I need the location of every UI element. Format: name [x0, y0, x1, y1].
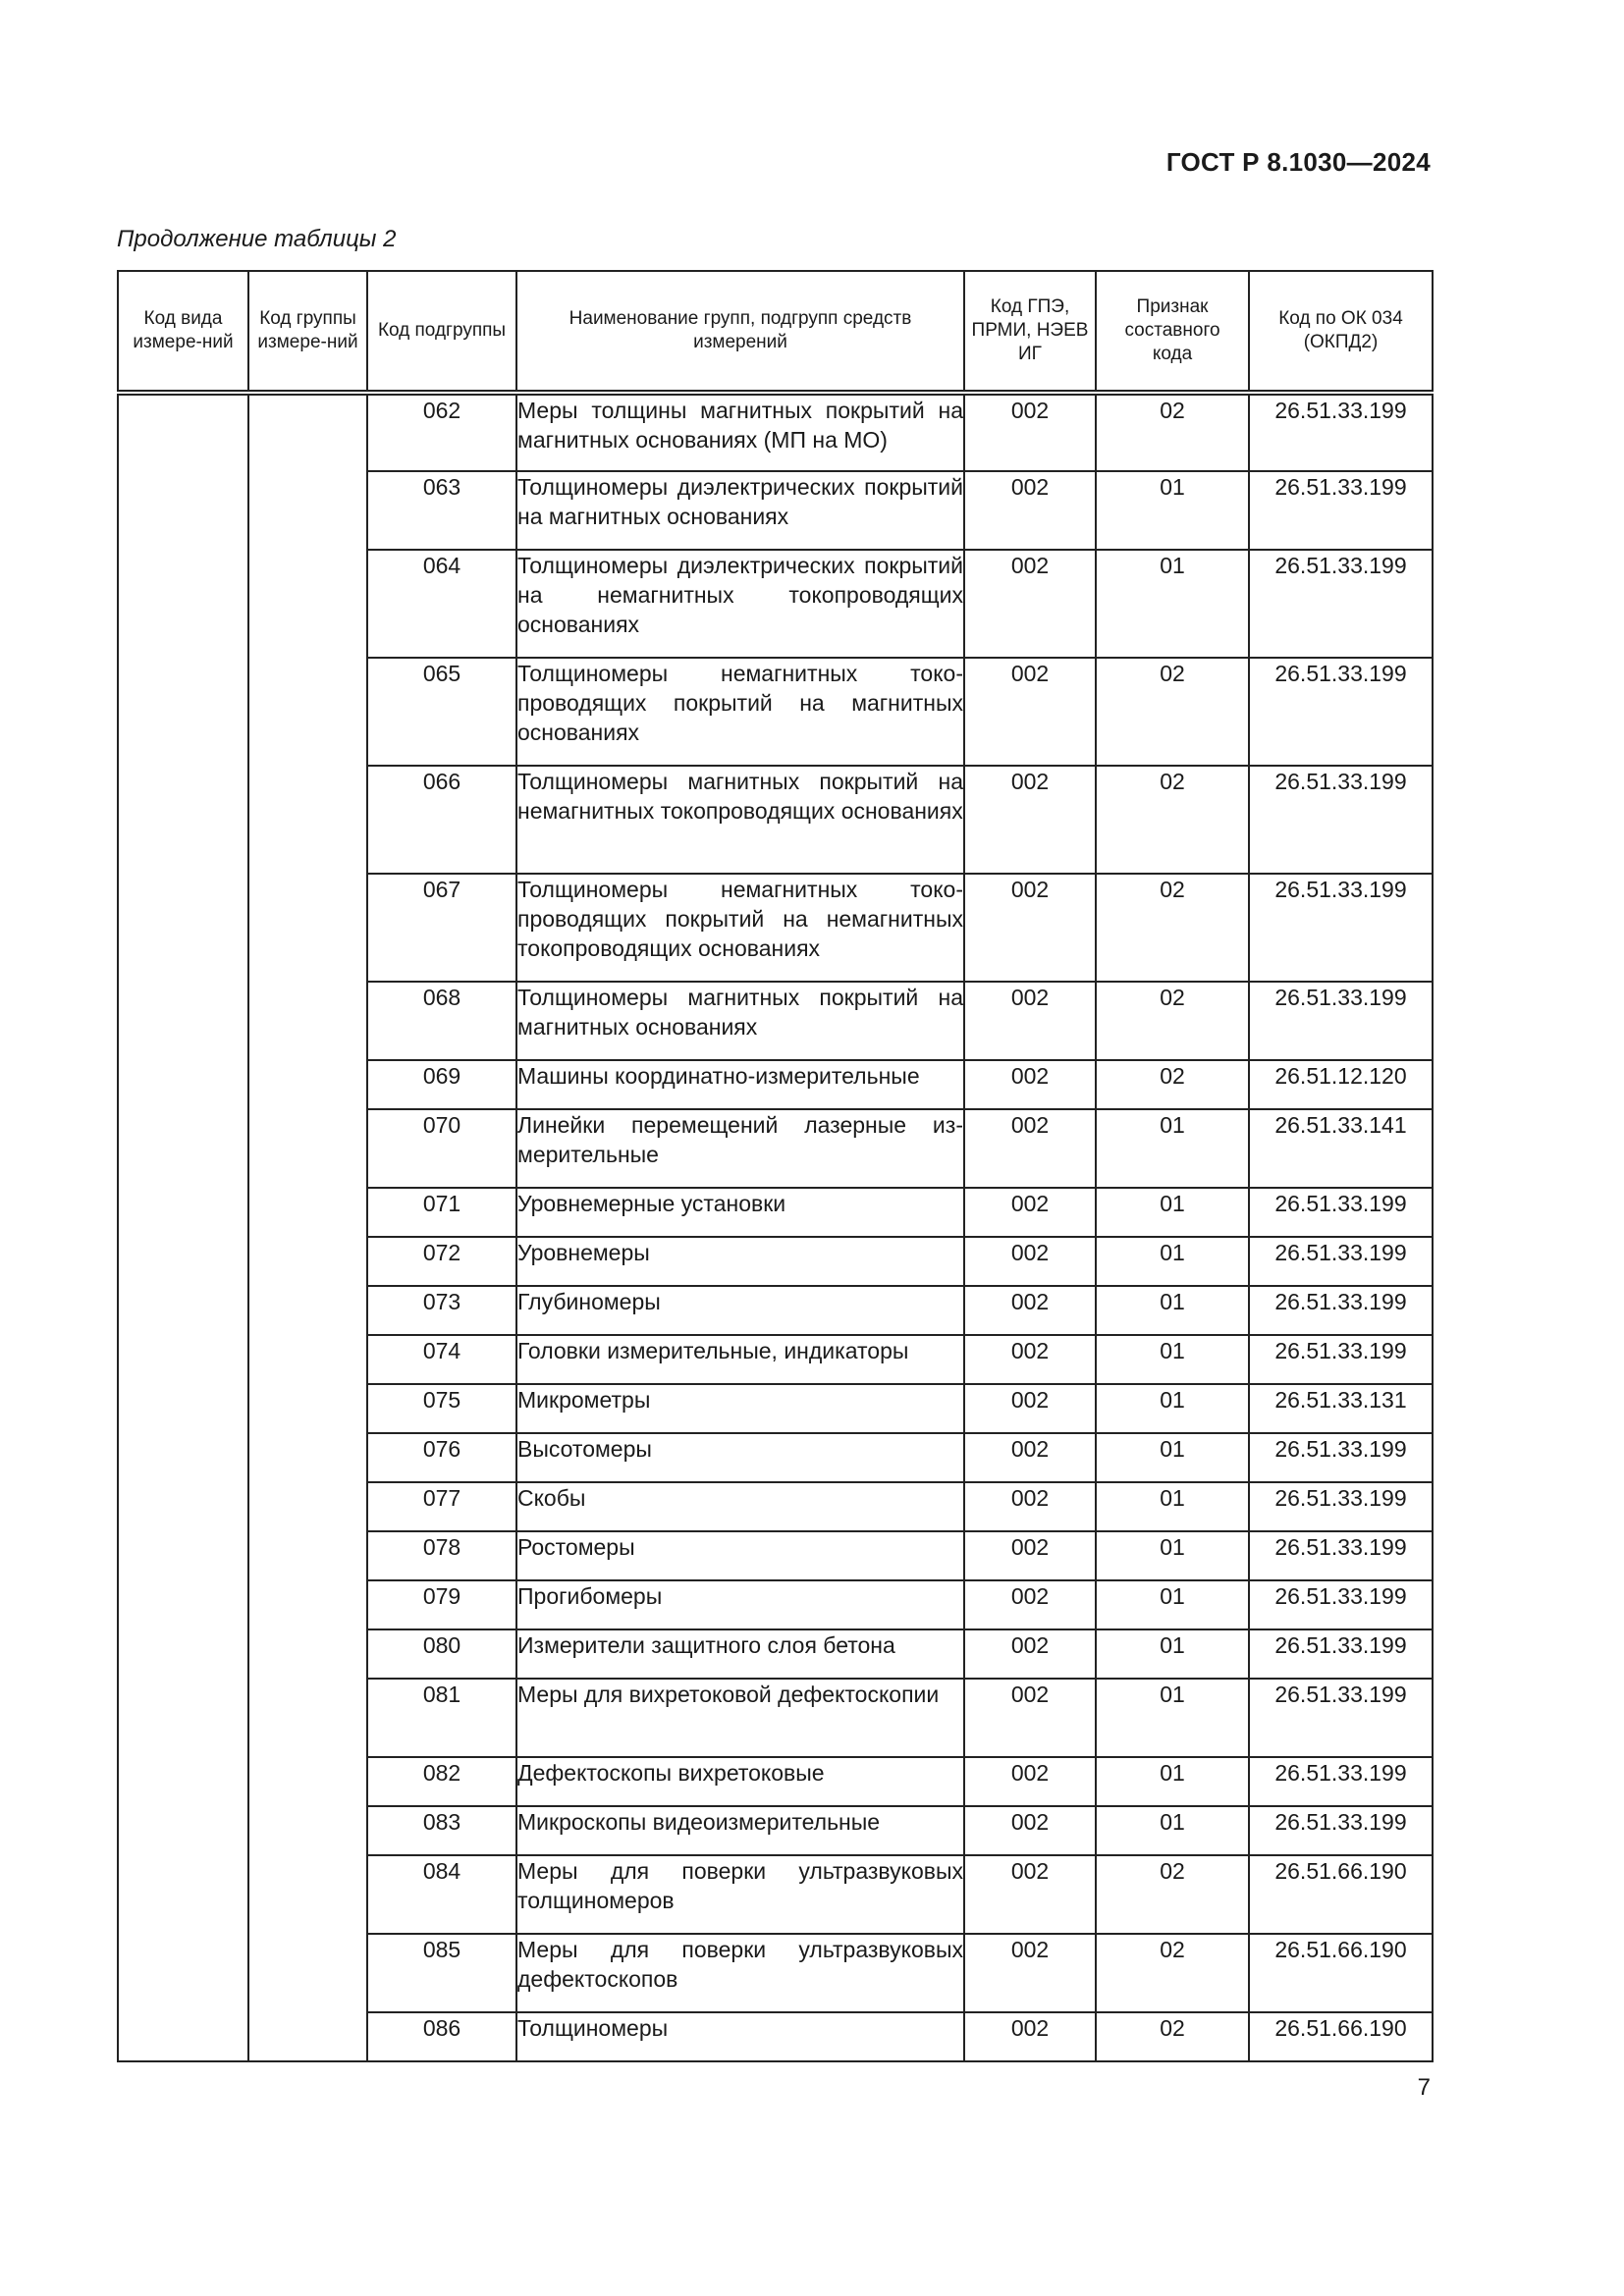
group-name-cell: Линейки перемещений лазерные измерительные: [516, 1109, 964, 1188]
composite-flag-cell: 01: [1096, 471, 1249, 550]
okpd2-code-cell: 26.51.33.199: [1249, 1757, 1433, 1806]
okpd2-code-cell: 26.51.33.199: [1249, 1629, 1433, 1679]
okpd2-code-cell: 26.51.33.199: [1249, 1531, 1433, 1580]
group-name-cell: Уровнемерные установки: [516, 1188, 964, 1237]
gpe-code-cell: 002: [964, 658, 1096, 766]
document-id: ГОСТ Р 8.1030—2024: [1165, 147, 1431, 177]
composite-flag-cell: 01: [1096, 1482, 1249, 1531]
subgroup-code-cell: 067: [367, 874, 516, 982]
kind-code-cell: [118, 393, 248, 2061]
gpe-code-cell: 002: [964, 1531, 1096, 1580]
group-name-cell: Уровнемеры: [516, 1237, 964, 1286]
okpd2-code-cell: 26.51.33.199: [1249, 1806, 1433, 1855]
composite-flag-cell: 02: [1096, 766, 1249, 874]
composite-flag-cell: 01: [1096, 1433, 1249, 1482]
subgroup-code-cell: 078: [367, 1531, 516, 1580]
col-header-subgroup-code: Код подгруппы: [367, 271, 516, 393]
group-name-cell: Ростомеры: [516, 1531, 964, 1580]
subgroup-code-cell: 068: [367, 982, 516, 1060]
group-name-cell: Меры для поверки ультразвуковых дефектоскопов: [516, 1934, 964, 2012]
gpe-code-cell: 002: [964, 1679, 1096, 1757]
okpd2-code-cell: 26.51.66.190: [1249, 2012, 1433, 2061]
okpd2-code-cell: 26.51.33.199: [1249, 874, 1433, 982]
okpd2-code-cell: 26.51.33.199: [1249, 766, 1433, 874]
composite-flag-cell: 01: [1096, 1806, 1249, 1855]
col-header-group-code: Код группы измере-ний: [248, 271, 367, 393]
subgroup-code-cell: 066: [367, 766, 516, 874]
gpe-code-cell: 002: [964, 2012, 1096, 2061]
okpd2-code-cell: 26.51.66.190: [1249, 1934, 1433, 2012]
subgroup-code-cell: 071: [367, 1188, 516, 1237]
subgroup-code-cell: 063: [367, 471, 516, 550]
gpe-code-cell: 002: [964, 1629, 1096, 1679]
gpe-code-cell: 002: [964, 1109, 1096, 1188]
col-header-gpe-code: Код ГПЭ, ПРМИ, НЭЕВ ИГ: [964, 271, 1096, 393]
subgroup-code-cell: 074: [367, 1335, 516, 1384]
composite-flag-cell: 01: [1096, 1629, 1249, 1679]
group-name-cell: Глубиномеры: [516, 1286, 964, 1335]
composite-flag-cell: 01: [1096, 1286, 1249, 1335]
col-header-kind-code: Код вида измере-ний: [118, 271, 248, 393]
subgroup-code-cell: 086: [367, 2012, 516, 2061]
gpe-code-cell: 002: [964, 550, 1096, 658]
subgroup-code-cell: 062: [367, 393, 516, 471]
composite-flag-cell: 01: [1096, 1109, 1249, 1188]
okpd2-code-cell: 26.51.33.199: [1249, 982, 1433, 1060]
okpd2-code-cell: 26.51.33.199: [1249, 658, 1433, 766]
composite-flag-cell: 01: [1096, 1384, 1249, 1433]
group-name-cell: Микрометры: [516, 1384, 964, 1433]
subgroup-code-cell: 064: [367, 550, 516, 658]
group-name-cell: Прогибомеры: [516, 1580, 964, 1629]
subgroup-code-cell: 077: [367, 1482, 516, 1531]
subgroup-code-cell: 070: [367, 1109, 516, 1188]
composite-flag-cell: 01: [1096, 550, 1249, 658]
okpd2-code-cell: 26.51.66.190: [1249, 1855, 1433, 1934]
subgroup-code-cell: 076: [367, 1433, 516, 1482]
subgroup-code-cell: 072: [367, 1237, 516, 1286]
composite-flag-cell: 02: [1096, 1934, 1249, 2012]
subgroup-code-cell: 073: [367, 1286, 516, 1335]
okpd2-code-cell: 26.51.12.120: [1249, 1060, 1433, 1109]
group-name-cell: Машины координатно-измерительные: [516, 1060, 964, 1109]
subgroup-code-cell: 079: [367, 1580, 516, 1629]
gpe-code-cell: 002: [964, 1757, 1096, 1806]
group-name-cell: Дефектоскопы вихретоковые: [516, 1757, 964, 1806]
okpd2-code-cell: 26.51.33.131: [1249, 1384, 1433, 1433]
okpd2-code-cell: 26.51.33.199: [1249, 550, 1433, 658]
col-header-name: Наименование групп, подгрупп средств измерений: [516, 271, 964, 393]
composite-flag-cell: 02: [1096, 1060, 1249, 1109]
gpe-code-cell: 002: [964, 1060, 1096, 1109]
gpe-code-cell: 002: [964, 874, 1096, 982]
gpe-code-cell: 002: [964, 1384, 1096, 1433]
composite-flag-cell: 01: [1096, 1188, 1249, 1237]
gpe-code-cell: 002: [964, 1237, 1096, 1286]
group-name-cell: Толщиномеры магнитных покрытий на немагнитных токопроводящих основаниях: [516, 766, 964, 874]
subgroup-code-cell: 069: [367, 1060, 516, 1109]
gpe-code-cell: 002: [964, 1335, 1096, 1384]
okpd2-code-cell: 26.51.33.141: [1249, 1109, 1433, 1188]
table-row: [118, 393, 1433, 471]
composite-flag-cell: 01: [1096, 1335, 1249, 1384]
gpe-code-cell: 002: [964, 766, 1096, 874]
subgroup-code-cell: 075: [367, 1384, 516, 1433]
okpd2-code-cell: 26.51.33.199: [1249, 1679, 1433, 1757]
okpd2-code-cell: 26.51.33.199: [1249, 1482, 1433, 1531]
group-name-cell: Высотомеры: [516, 1433, 964, 1482]
composite-flag-cell: 01: [1096, 1531, 1249, 1580]
subgroup-code-cell: 085: [367, 1934, 516, 2012]
subgroup-code-cell: 081: [367, 1679, 516, 1757]
gpe-code-cell: 002: [964, 982, 1096, 1060]
gpe-code-cell: 002: [964, 1934, 1096, 2012]
okpd2-code-cell: 26.51.33.199: [1249, 1188, 1433, 1237]
gpe-code-cell: 002: [964, 1580, 1096, 1629]
composite-flag-cell: 02: [1096, 982, 1249, 1060]
group-name-cell: Толщиномеры диэлектрических покрытий на магнитных основаниях: [516, 471, 964, 550]
okpd2-code-cell: 26.51.33.199: [1249, 1237, 1433, 1286]
page-number: 7: [1417, 2074, 1431, 2101]
okpd2-code-cell: 26.51.33.199: [1249, 471, 1433, 550]
group-name-cell: Головки измерительные, индикаторы: [516, 1335, 964, 1384]
subgroup-code-cell: 083: [367, 1806, 516, 1855]
group-name-cell: Меры для вихретоковой дефектоскопии: [516, 1679, 964, 1757]
col-header-okpd2-code: Код по ОК 034 (ОКПД2): [1249, 271, 1433, 393]
measurement-groups-table: [117, 270, 1434, 2062]
composite-flag-cell: 02: [1096, 658, 1249, 766]
gpe-code-cell: 002: [964, 393, 1096, 471]
gpe-code-cell: 002: [964, 471, 1096, 550]
composite-flag-cell: 01: [1096, 1237, 1249, 1286]
subgroup-code-cell: 080: [367, 1629, 516, 1679]
group-name-cell: Толщиномеры диэлектрических покрытий на немагнитных токопроводящих основаниях: [516, 550, 964, 658]
group-name-cell: Микроскопы видеоизмерительные: [516, 1806, 964, 1855]
okpd2-code-cell: 26.51.33.199: [1249, 1580, 1433, 1629]
group-name-cell: Толщиномеры: [516, 2012, 964, 2061]
composite-flag-cell: 01: [1096, 1757, 1249, 1806]
subgroup-code-cell: 082: [367, 1757, 516, 1806]
group-name-cell: Толщиномеры немагнитных токопроводящих покрытий на магнитных основаниях: [516, 658, 964, 766]
col-header-composite-flag: Признак составного кода: [1096, 271, 1249, 393]
composite-flag-cell: 02: [1096, 2012, 1249, 2061]
gpe-code-cell: 002: [964, 1855, 1096, 1934]
table-caption: Продолжение таблицы 2: [117, 226, 397, 252]
okpd2-code-cell: 26.51.33.199: [1249, 393, 1433, 471]
composite-flag-cell: 02: [1096, 393, 1249, 471]
group-code-cell: [248, 393, 367, 2061]
gpe-code-cell: 002: [964, 1433, 1096, 1482]
group-name-cell: Толщиномеры магнитных покрытий на магнитных основаниях: [516, 982, 964, 1060]
okpd2-code-cell: 26.51.33.199: [1249, 1286, 1433, 1335]
table-header-row: [118, 271, 1433, 393]
group-name-cell: Измерители защитного слоя бетона: [516, 1629, 964, 1679]
composite-flag-cell: 02: [1096, 1855, 1249, 1934]
composite-flag-cell: 02: [1096, 874, 1249, 982]
gpe-code-cell: 002: [964, 1188, 1096, 1237]
okpd2-code-cell: 26.51.33.199: [1249, 1433, 1433, 1482]
okpd2-code-cell: 26.51.33.199: [1249, 1335, 1433, 1384]
gpe-code-cell: 002: [964, 1482, 1096, 1531]
composite-flag-cell: 01: [1096, 1580, 1249, 1629]
subgroup-code-cell: 065: [367, 658, 516, 766]
gpe-code-cell: 002: [964, 1286, 1096, 1335]
group-name-cell: Скобы: [516, 1482, 964, 1531]
group-name-cell: Меры толщины магнитных покрытий на магнитных основаниях (МП на МО): [516, 393, 964, 471]
subgroup-code-cell: 084: [367, 1855, 516, 1934]
composite-flag-cell: 01: [1096, 1679, 1249, 1757]
group-name-cell: Толщиномеры немагнитных токопроводящих покрытий на немагнитных токопроводящих основаниях: [516, 874, 964, 982]
gpe-code-cell: 002: [964, 1806, 1096, 1855]
group-name-cell: Меры для поверки ультразвуковых толщиномеров: [516, 1855, 964, 1934]
